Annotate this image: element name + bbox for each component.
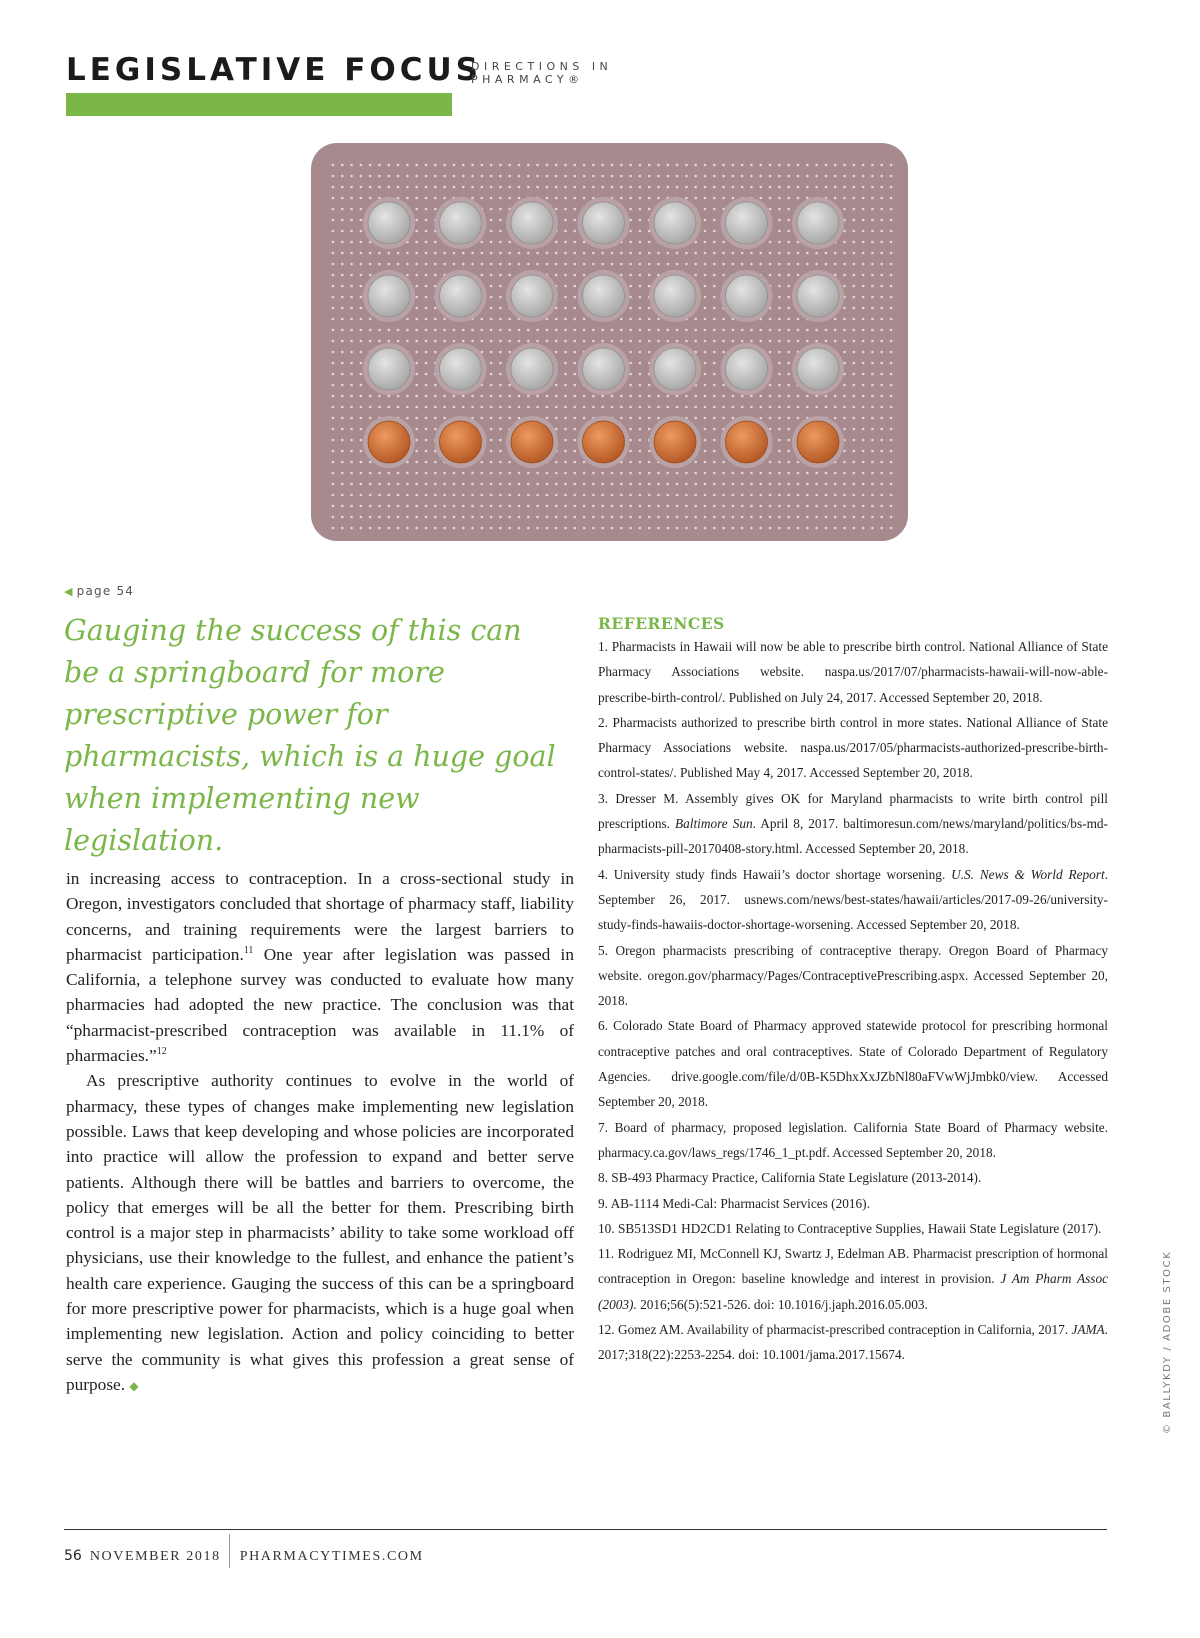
placebo-pill bbox=[440, 421, 482, 463]
active-pill bbox=[368, 348, 410, 390]
reference-item: 8. SB-493 Pharmacy Practice, California State Legislature (2013-2014). bbox=[598, 1170, 982, 1186]
body-paragraph bbox=[66, 1068, 574, 1399]
placebo-pill bbox=[797, 421, 839, 463]
reference-item: 9. AB-1114 Medi-Cal: Pharmacist Services (2016). bbox=[598, 1195, 870, 1211]
footer-separator bbox=[229, 1534, 230, 1568]
active-pill bbox=[511, 348, 553, 390]
body-text-run: in increasing access to contraception. In a cross-sectional study in Oregon, investigators concluded that shortage of pharmacy staff, liability concerns, and training requirements were the largest barriers to pharmacist participation. bbox=[66, 869, 574, 964]
placebo-pill bbox=[654, 421, 696, 463]
active-pill bbox=[440, 348, 482, 390]
active-pill bbox=[726, 275, 768, 317]
active-pill bbox=[726, 348, 768, 390]
active-pill bbox=[797, 348, 839, 390]
issue-date: NOVEMBER 2018 bbox=[89, 1549, 221, 1565]
placebo-pill bbox=[511, 421, 553, 463]
body-text-run: One year after legislation was passed in California, a telephone survey was conducted to evaluate how many pharmacies had adopted the new practice. The conclusion was that “pharmacist-prescribed contraception was available in 11.1% of pharmacies.” bbox=[66, 944, 574, 1066]
article-body bbox=[66, 866, 574, 1399]
blister-pack-icon bbox=[311, 143, 908, 541]
reference-text: 12. Gomez AM. Availability of pharmacist-prescribed contraception in California, 2017. bbox=[598, 1322, 1072, 1338]
reference-text: . 2017;318(22):2253-2254. doi: 10.1001/jama.2017.15674. bbox=[598, 1322, 1108, 1363]
page-footer bbox=[64, 1546, 424, 1568]
active-pill bbox=[511, 275, 553, 317]
page-number: 56 bbox=[64, 1548, 82, 1565]
citation-marker: 12 bbox=[156, 1046, 167, 1058]
reference-item: 10. SB513SD1 HD2CD1 Relating to Contraceptive Supplies, Hawaii State Legislature (2017). bbox=[598, 1220, 1102, 1236]
active-pill bbox=[583, 275, 625, 317]
references-section bbox=[598, 612, 1108, 1368]
reference-text: . April 8, 2017. baltimoresun.com/news/maryland/politics/bs-md-pharmacists-pill-20170408-story.html. Accessed September 20, 2018. bbox=[598, 816, 1108, 857]
active-pill bbox=[440, 275, 482, 317]
header-accent-bar bbox=[66, 93, 452, 116]
back-arrow-icon: ◀ bbox=[64, 585, 74, 598]
references-heading: REFERENCES bbox=[598, 614, 725, 633]
body-paragraph bbox=[66, 866, 574, 1068]
reference-item: 2. Pharmacists authorized to prescribe birth control in more states. National Alliance of State Pharmacy Associations website. naspa.us/2017/05/pharmacists-authorized-prescribe-birth-control-states/. Published May 4, 2017. Accessed September 20, 2018. bbox=[598, 714, 1108, 781]
photo-credit: © BALLYKDY / ADOBE STOCK bbox=[1162, 1250, 1173, 1434]
active-pill bbox=[368, 202, 410, 244]
active-pill bbox=[583, 348, 625, 390]
citation-marker: 11 bbox=[243, 945, 254, 957]
reference-item bbox=[598, 862, 1108, 938]
active-pill bbox=[511, 202, 553, 244]
placebo-pill bbox=[368, 421, 410, 463]
active-pill bbox=[797, 202, 839, 244]
reference-item: 6. Colorado State Board of Pharmacy approved statewide protocol for prescribing hormonal contraceptive patches and oral contraceptives. State of Colorado Department of Regulatory Agencies. drive.google.com/file/d/0B-K5DhxXxJZbNl80aFVwWjJmbk0/view. Accessed September 20, 2018. bbox=[598, 1018, 1108, 1110]
active-pill bbox=[368, 275, 410, 317]
reference-source: J Am Pharm Assoc (2003). bbox=[598, 1271, 1108, 1312]
reference-item: 5. Oregon pharmacists prescribing of contraceptive therapy. Oregon Board of Pharmacy website. oregon.gov/pharmacy/Pages/ContraceptivePrescribing.aspx. Accessed September 20, 2018. bbox=[598, 942, 1108, 1009]
blister-pack-image bbox=[311, 143, 908, 541]
reference-source: Baltimore Sun bbox=[675, 816, 753, 832]
continued-from-label: page 54 bbox=[76, 584, 135, 598]
reference-text: 11. Rodriguez MI, McConnell KJ, Swartz J, Edelman AB. Pharmacist prescription of hormonal contraception in Oregon: baseline knowledge and interest in provision. bbox=[598, 1246, 1108, 1287]
reference-source: U.S. News & World Report bbox=[951, 866, 1105, 882]
section-title: LEGISLATIVE FOCUS bbox=[66, 52, 482, 88]
body-text-run: As prescriptive authority continues to evolve in the world of pharmacy, these types of changes make implementing new legislation possible. Laws that keep developing and whose policies are incorporated into practice will allow the profession to expand and better serve patients. Although there will be battles and barriers to overcome, the policy that emerges will be all the better for them. Prescribing birth control is a major step in pharmacists’ ability to take some workload off physicians, use their knowledge to the fullest, and enhance the patient’s health care experience. Gauging the success of this can be a springboard for more prescriptive power for pharmacists, which is a huge goal when implementing new legislation. Action and policy coinciding to better serve the community is what gives this profession a great sense of purpose. bbox=[66, 1071, 574, 1394]
active-pill bbox=[583, 202, 625, 244]
active-pill bbox=[654, 202, 696, 244]
continued-from[interactable] bbox=[64, 584, 134, 598]
reference-item: 1. Pharmacists in Hawaii will now be able to prescribe birth control. National Alliance of State Pharmacy Associations website. naspa.us/2017/07/pharmacists-hawaii-will-now-able-prescribe-birth-control/. Published on July 24, 2017. Accessed September 20, 2018. bbox=[598, 639, 1108, 705]
active-pill bbox=[654, 348, 696, 390]
placebo-pill bbox=[583, 421, 625, 463]
publication-tag-line2: PHARMACY® bbox=[471, 73, 584, 86]
footer-divider bbox=[64, 1529, 1107, 1530]
pull-quote: Gauging the success of this can be a springboard for more prescriptive power for pharmacists, which is a huge goal when implementing new legislation. bbox=[64, 614, 556, 857]
reference-text: . September 26, 2017. usnews.com/news/best-states/hawaii/articles/2017-09-26/university-study-finds-hawaiis-doctor-shortage-worsening. Accessed September 20, 2018. bbox=[598, 866, 1108, 933]
reference-item bbox=[598, 1241, 1108, 1317]
active-pill bbox=[440, 202, 482, 244]
reference-text: 4. University study finds Hawaii’s doctor shortage worsening. bbox=[598, 866, 952, 882]
active-pill bbox=[726, 202, 768, 244]
website-link[interactable]: PHARMACYTIMES.COM bbox=[239, 1549, 424, 1565]
placebo-pill bbox=[726, 421, 768, 463]
reference-text: 3. Dresser M. Assembly gives OK for Maryland pharmacists to write birth control pill prescriptions. bbox=[598, 790, 1108, 832]
end-mark-icon: ◆ bbox=[129, 1378, 139, 1393]
active-pill bbox=[797, 275, 839, 317]
reference-source: JAMA bbox=[1071, 1322, 1105, 1338]
publication-tag bbox=[471, 60, 612, 86]
reference-item bbox=[598, 1317, 1108, 1368]
reference-item: 7. Board of pharmacy, proposed legislation. California State Board of Pharmacy website. pharmacy.ca.gov/laws_regs/1746_1_pt.pdf. Accessed September 20, 2018. bbox=[598, 1119, 1108, 1160]
reference-item bbox=[598, 786, 1108, 862]
publication-tag-line1: DIRECTIONS IN bbox=[471, 60, 613, 73]
active-pill bbox=[654, 275, 696, 317]
reference-text: 2016;56(5):521-526. doi: 10.1016/j.japh.2016.05.003. bbox=[636, 1296, 928, 1312]
